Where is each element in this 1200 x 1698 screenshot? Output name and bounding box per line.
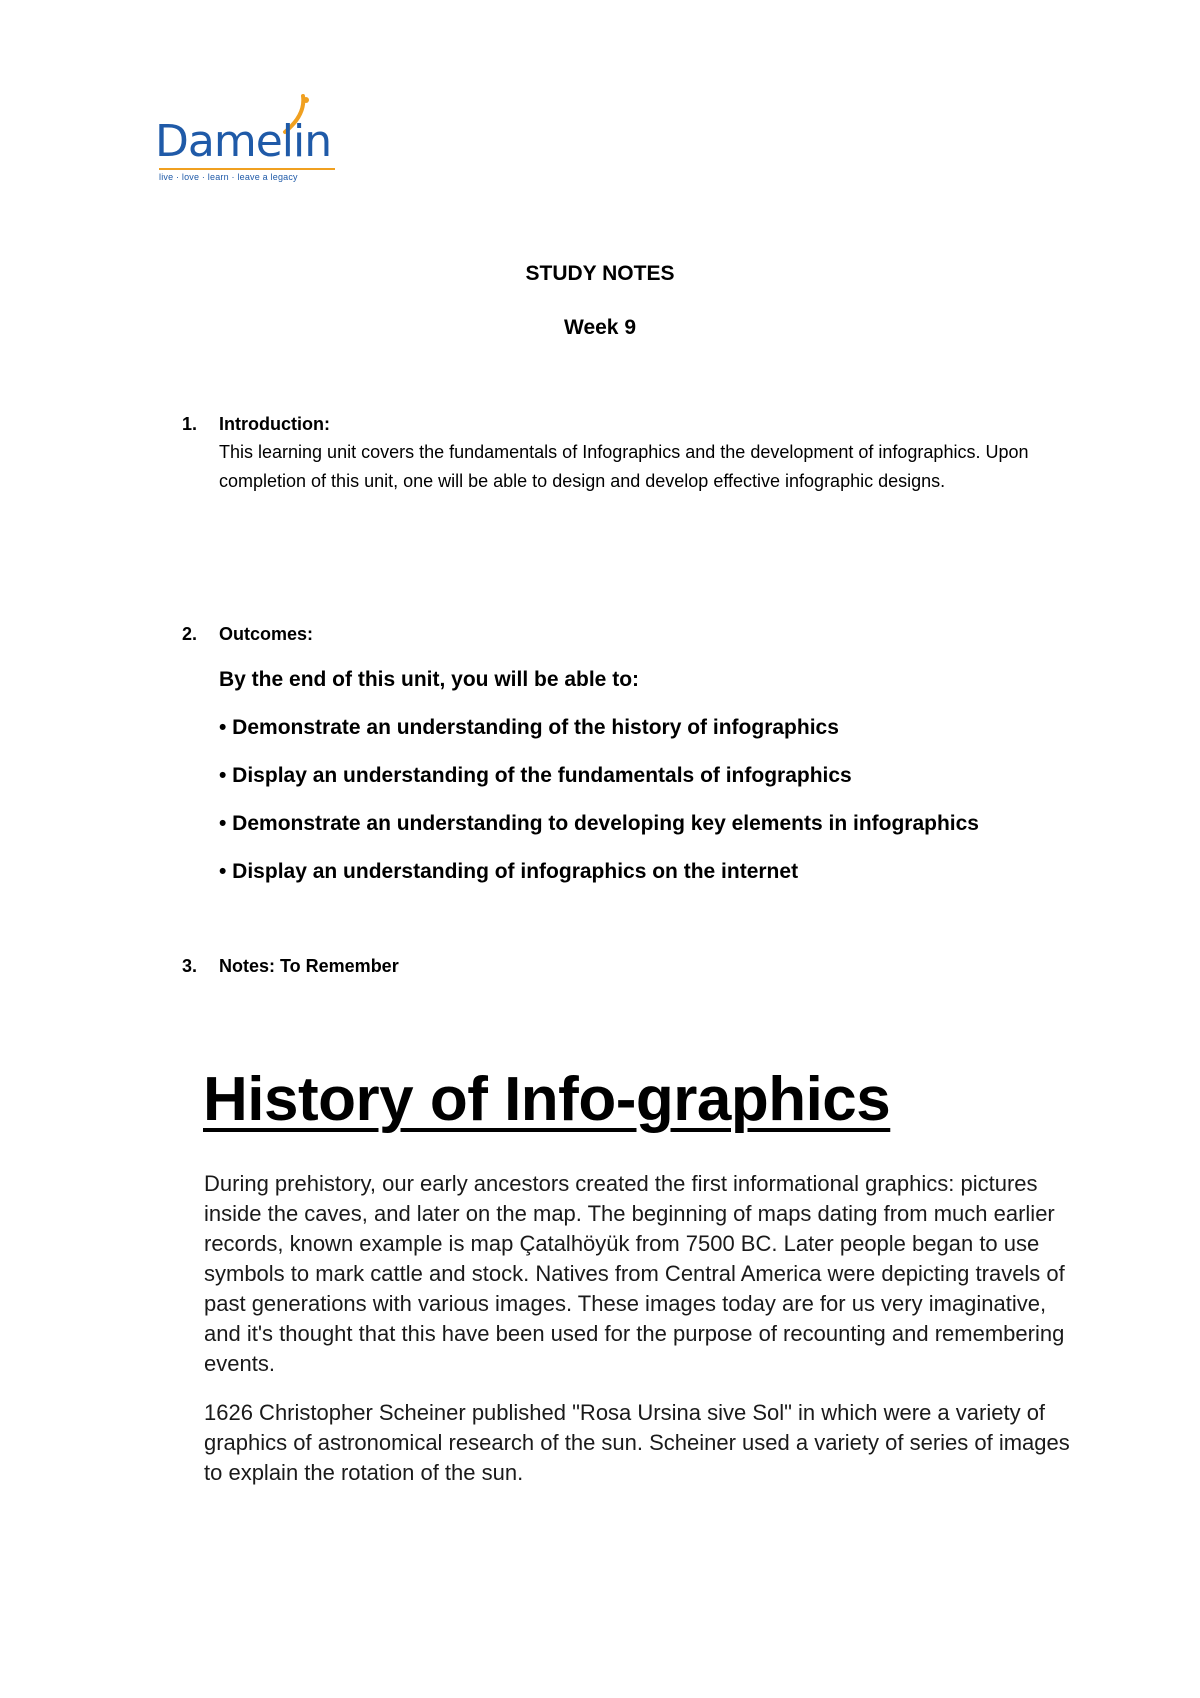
introduction-body: This learning unit covers the fundamentals of Infographics and the development of infographics. Upon completion of this unit, one will be able to design and develop effective infographic designs. bbox=[219, 442, 1029, 491]
section-title-outcomes: Outcomes: bbox=[219, 624, 314, 644]
outcome-item: • Demonstrate an understanding of the history of infographics bbox=[219, 716, 839, 739]
week-label: Week 9 bbox=[564, 316, 636, 339]
logo-tagline: live · love · learn · leave a legacy bbox=[159, 172, 298, 182]
section-number: 3. bbox=[182, 956, 198, 976]
outcome-item: • Display an understanding of the fundamentals of infographics bbox=[219, 764, 852, 787]
outcome-item: • Display an understanding of infographics on the internet bbox=[219, 860, 799, 883]
section-number: 1. bbox=[182, 414, 198, 434]
history-paragraph: During prehistory, our early ancestors created the first informational graphics: pictures inside the caves, and later on the map. The beginning of maps dating from much earlier records, known example is map Çatalhöyük from 7500 BC. Later people began to use symbols to mark cattle and stock. Natives from Central America were depicting travels of past generations with various images. These images today are for us very imaginative, and it's thought that this have been used for the purpose of recounting and remembering events. bbox=[204, 1171, 1065, 1376]
logo-underline bbox=[159, 168, 335, 170]
history-paragraph: 1626 Christopher Scheiner published "Rosa Ursina sive Sol" in which were a variety of graphics of astronomical research of the sun. Scheiner used a variety of series of images to explain the rotation of the sun. bbox=[204, 1400, 1070, 1485]
logo-wordmark: Damelin bbox=[155, 116, 332, 167]
page-title: STUDY NOTES bbox=[525, 262, 675, 285]
history-heading: History of Info-graphics bbox=[203, 1065, 891, 1134]
section-title-introduction: Introduction: bbox=[219, 414, 330, 434]
section-number: 2. bbox=[182, 624, 198, 644]
outcome-item: • Demonstrate an understanding to developing key elements in infographics bbox=[219, 812, 979, 835]
section-title-notes: Notes: To Remember bbox=[219, 956, 399, 976]
brand-logo bbox=[155, 92, 355, 188]
outcomes-lead: By the end of this unit, you will be able to: bbox=[219, 668, 640, 691]
